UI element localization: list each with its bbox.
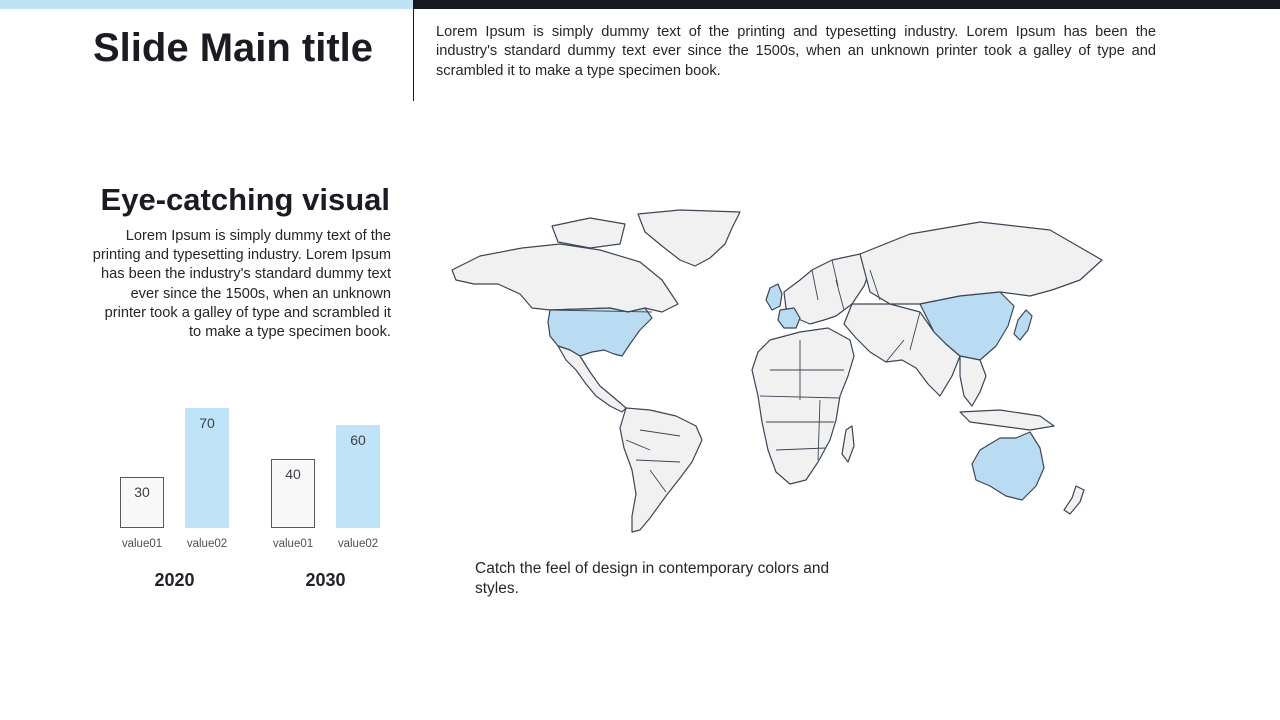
map-greenland: [638, 210, 740, 266]
map-united-kingdom: [766, 284, 782, 310]
top-accent-bar-dark: [413, 0, 1280, 9]
map-southeast-asia: [960, 356, 986, 406]
bar-category-label: value01: [121, 538, 163, 550]
header-description: Lorem Ipsum is simply dummy text of the printing and typesetting industry. Lorem Ipsum has been the industry's standard dummy text ever since the 1500s, when an unknown printer took a galley of type and scrambled it to make a type specimen book.: [436, 24, 1156, 79]
top-accent-bar-light: [0, 0, 413, 9]
bar-value-label: 60: [350, 432, 366, 448]
map-south-america: [620, 408, 702, 532]
bar-category-label: value01: [272, 538, 314, 550]
world-map: [440, 200, 1120, 540]
section-description: Lorem Ipsum is simply dummy text of the printing and typesetting industry. Lorem Ipsum has been the industry's standard dummy text ever since the 1500s, when an unknown printer took a galley of type and scrambled it to make a type specimen book.: [92, 228, 391, 341]
header-divider: [413, 9, 414, 101]
map-new-zealand: [1064, 486, 1084, 514]
section-title: Eye-catching visual: [100, 182, 390, 217]
map-arctic-islands: [552, 218, 625, 248]
map-north-america-north: [452, 244, 678, 312]
group-year-label: 2030: [305, 570, 346, 590]
map-central-america: [558, 346, 626, 412]
map-indonesia: [960, 410, 1054, 430]
bar-value-label: 70: [199, 415, 215, 431]
bar-value-label: 30: [134, 484, 150, 500]
bar-category-label: value02: [186, 538, 228, 550]
bar-category-label: value02: [337, 538, 379, 550]
map-australia: [972, 432, 1044, 500]
slide-main-title: Slide Main title: [93, 26, 374, 70]
map-caption: Catch the feel of design in contemporary colors and styles.: [475, 560, 830, 597]
map-japan: [1014, 310, 1032, 340]
bar-value-label: 40: [285, 466, 301, 482]
group-year-label: 2020: [154, 570, 195, 590]
map-russia: [860, 222, 1102, 304]
map-madagascar: [842, 426, 854, 462]
map-africa: [752, 328, 854, 484]
world-map-graphic: [440, 200, 1120, 540]
